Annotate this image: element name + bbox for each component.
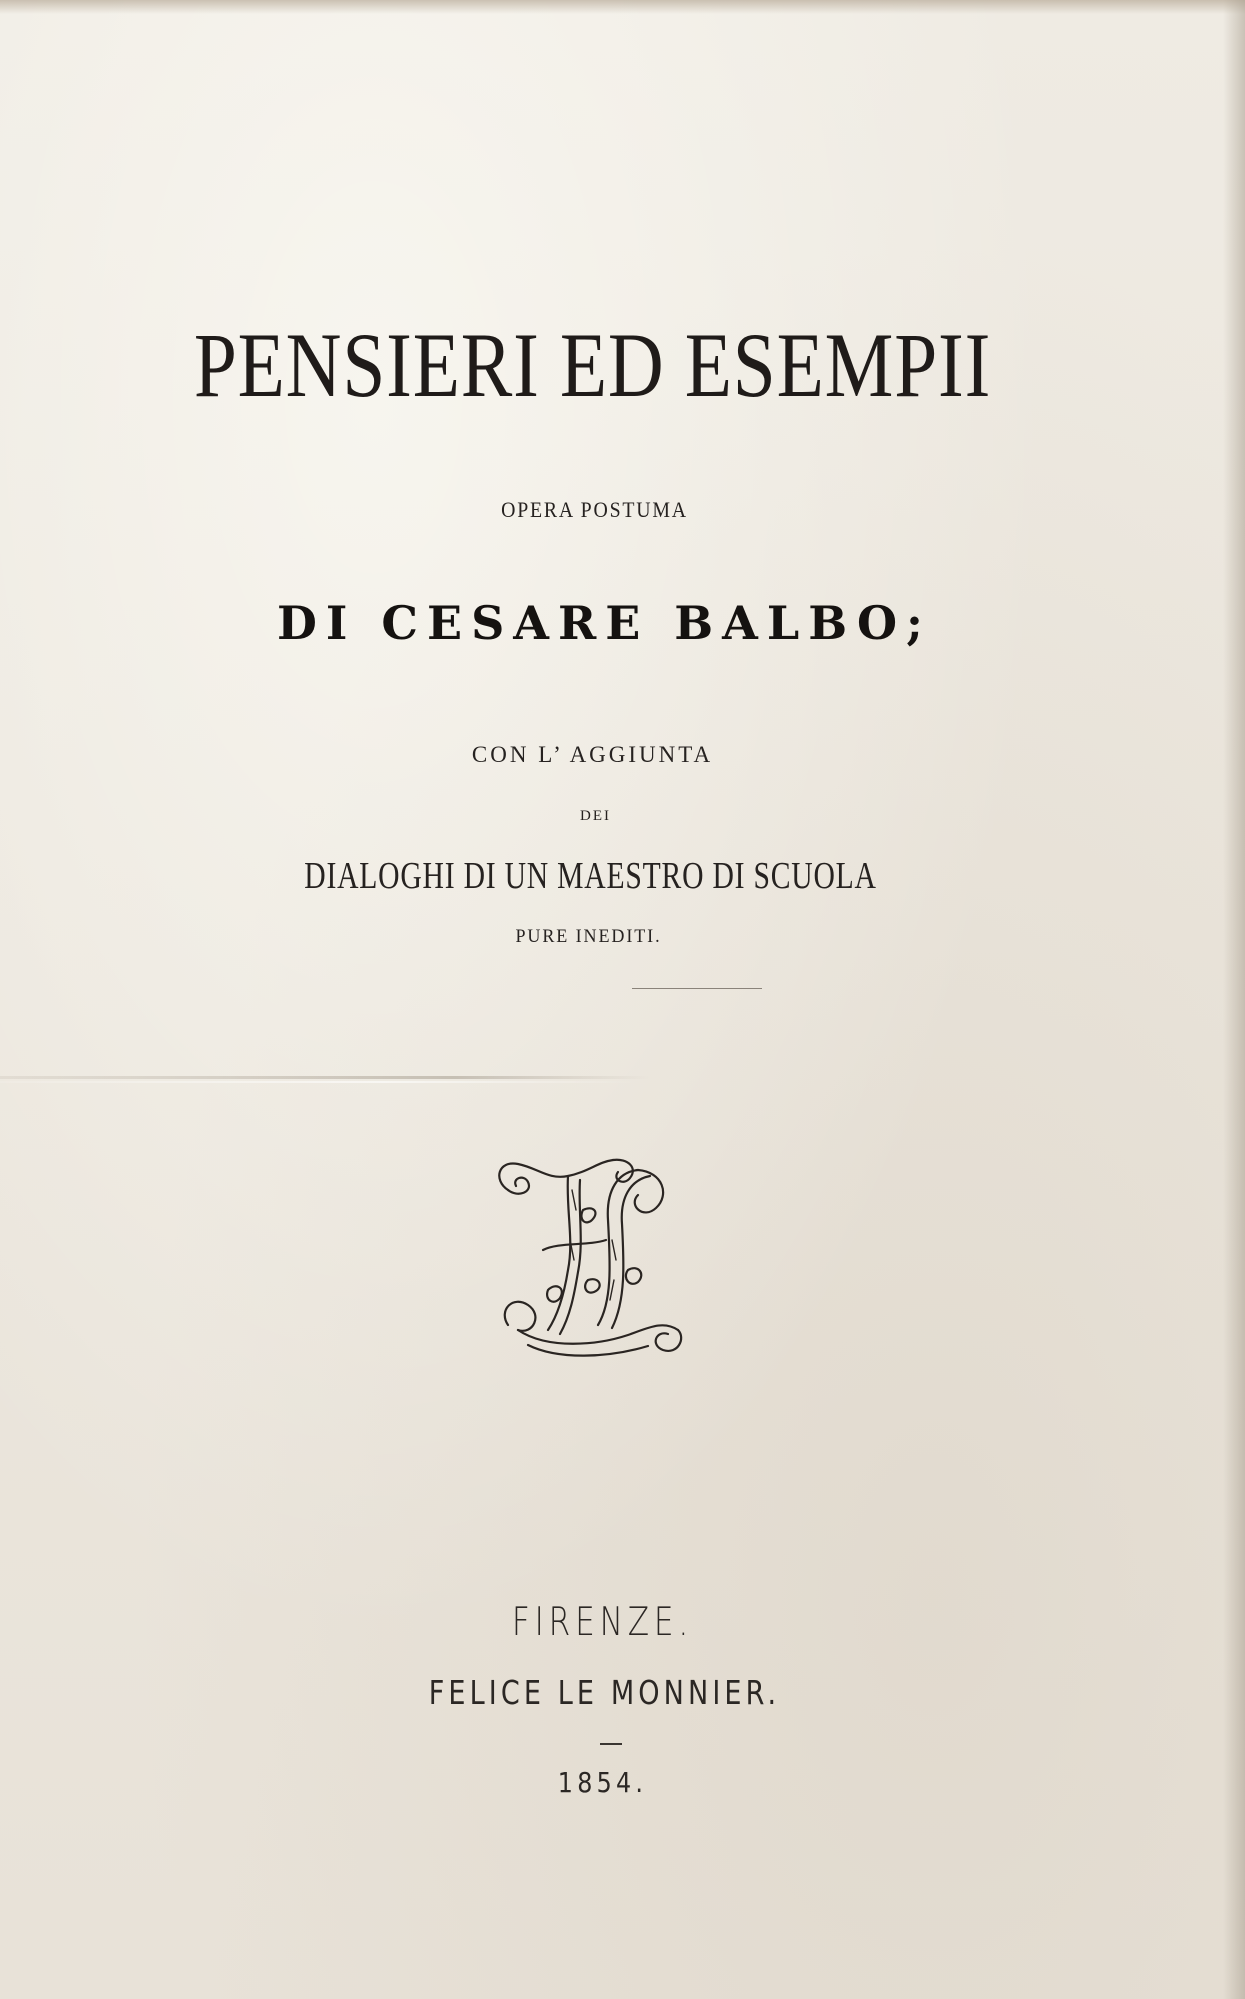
dialogues-title: DIALOGHI DI UN MAESTRO DI SCUOLA — [304, 855, 877, 897]
imprint-city: FIRENZE. — [511, 1600, 694, 1645]
unpublished-note: PURE INEDITI. — [515, 926, 662, 947]
book-subtitle: OPERA POSTUMA — [501, 497, 688, 522]
addition-line: CON L’ AGGIUNTA — [471, 742, 714, 767]
book-title: PENSIERI ED ESEMPII — [193, 314, 992, 416]
imprint-publisher: FELICE LE MONNIER. — [428, 1673, 781, 1712]
paper-crease — [0, 1076, 650, 1079]
imprint-year: 1854. — [557, 1766, 648, 1799]
page-right-edge — [1223, 0, 1245, 1999]
imprint-dash — [600, 1743, 622, 1745]
connector-line: DEI — [580, 808, 611, 824]
paper-crease-highlight — [0, 1081, 640, 1083]
monogram-fl-icon — [488, 1150, 688, 1365]
separator-rule — [632, 988, 762, 989]
page-top-edge — [0, 0, 1245, 14]
book-author: DI CESARE BALBO; — [276, 596, 932, 650]
